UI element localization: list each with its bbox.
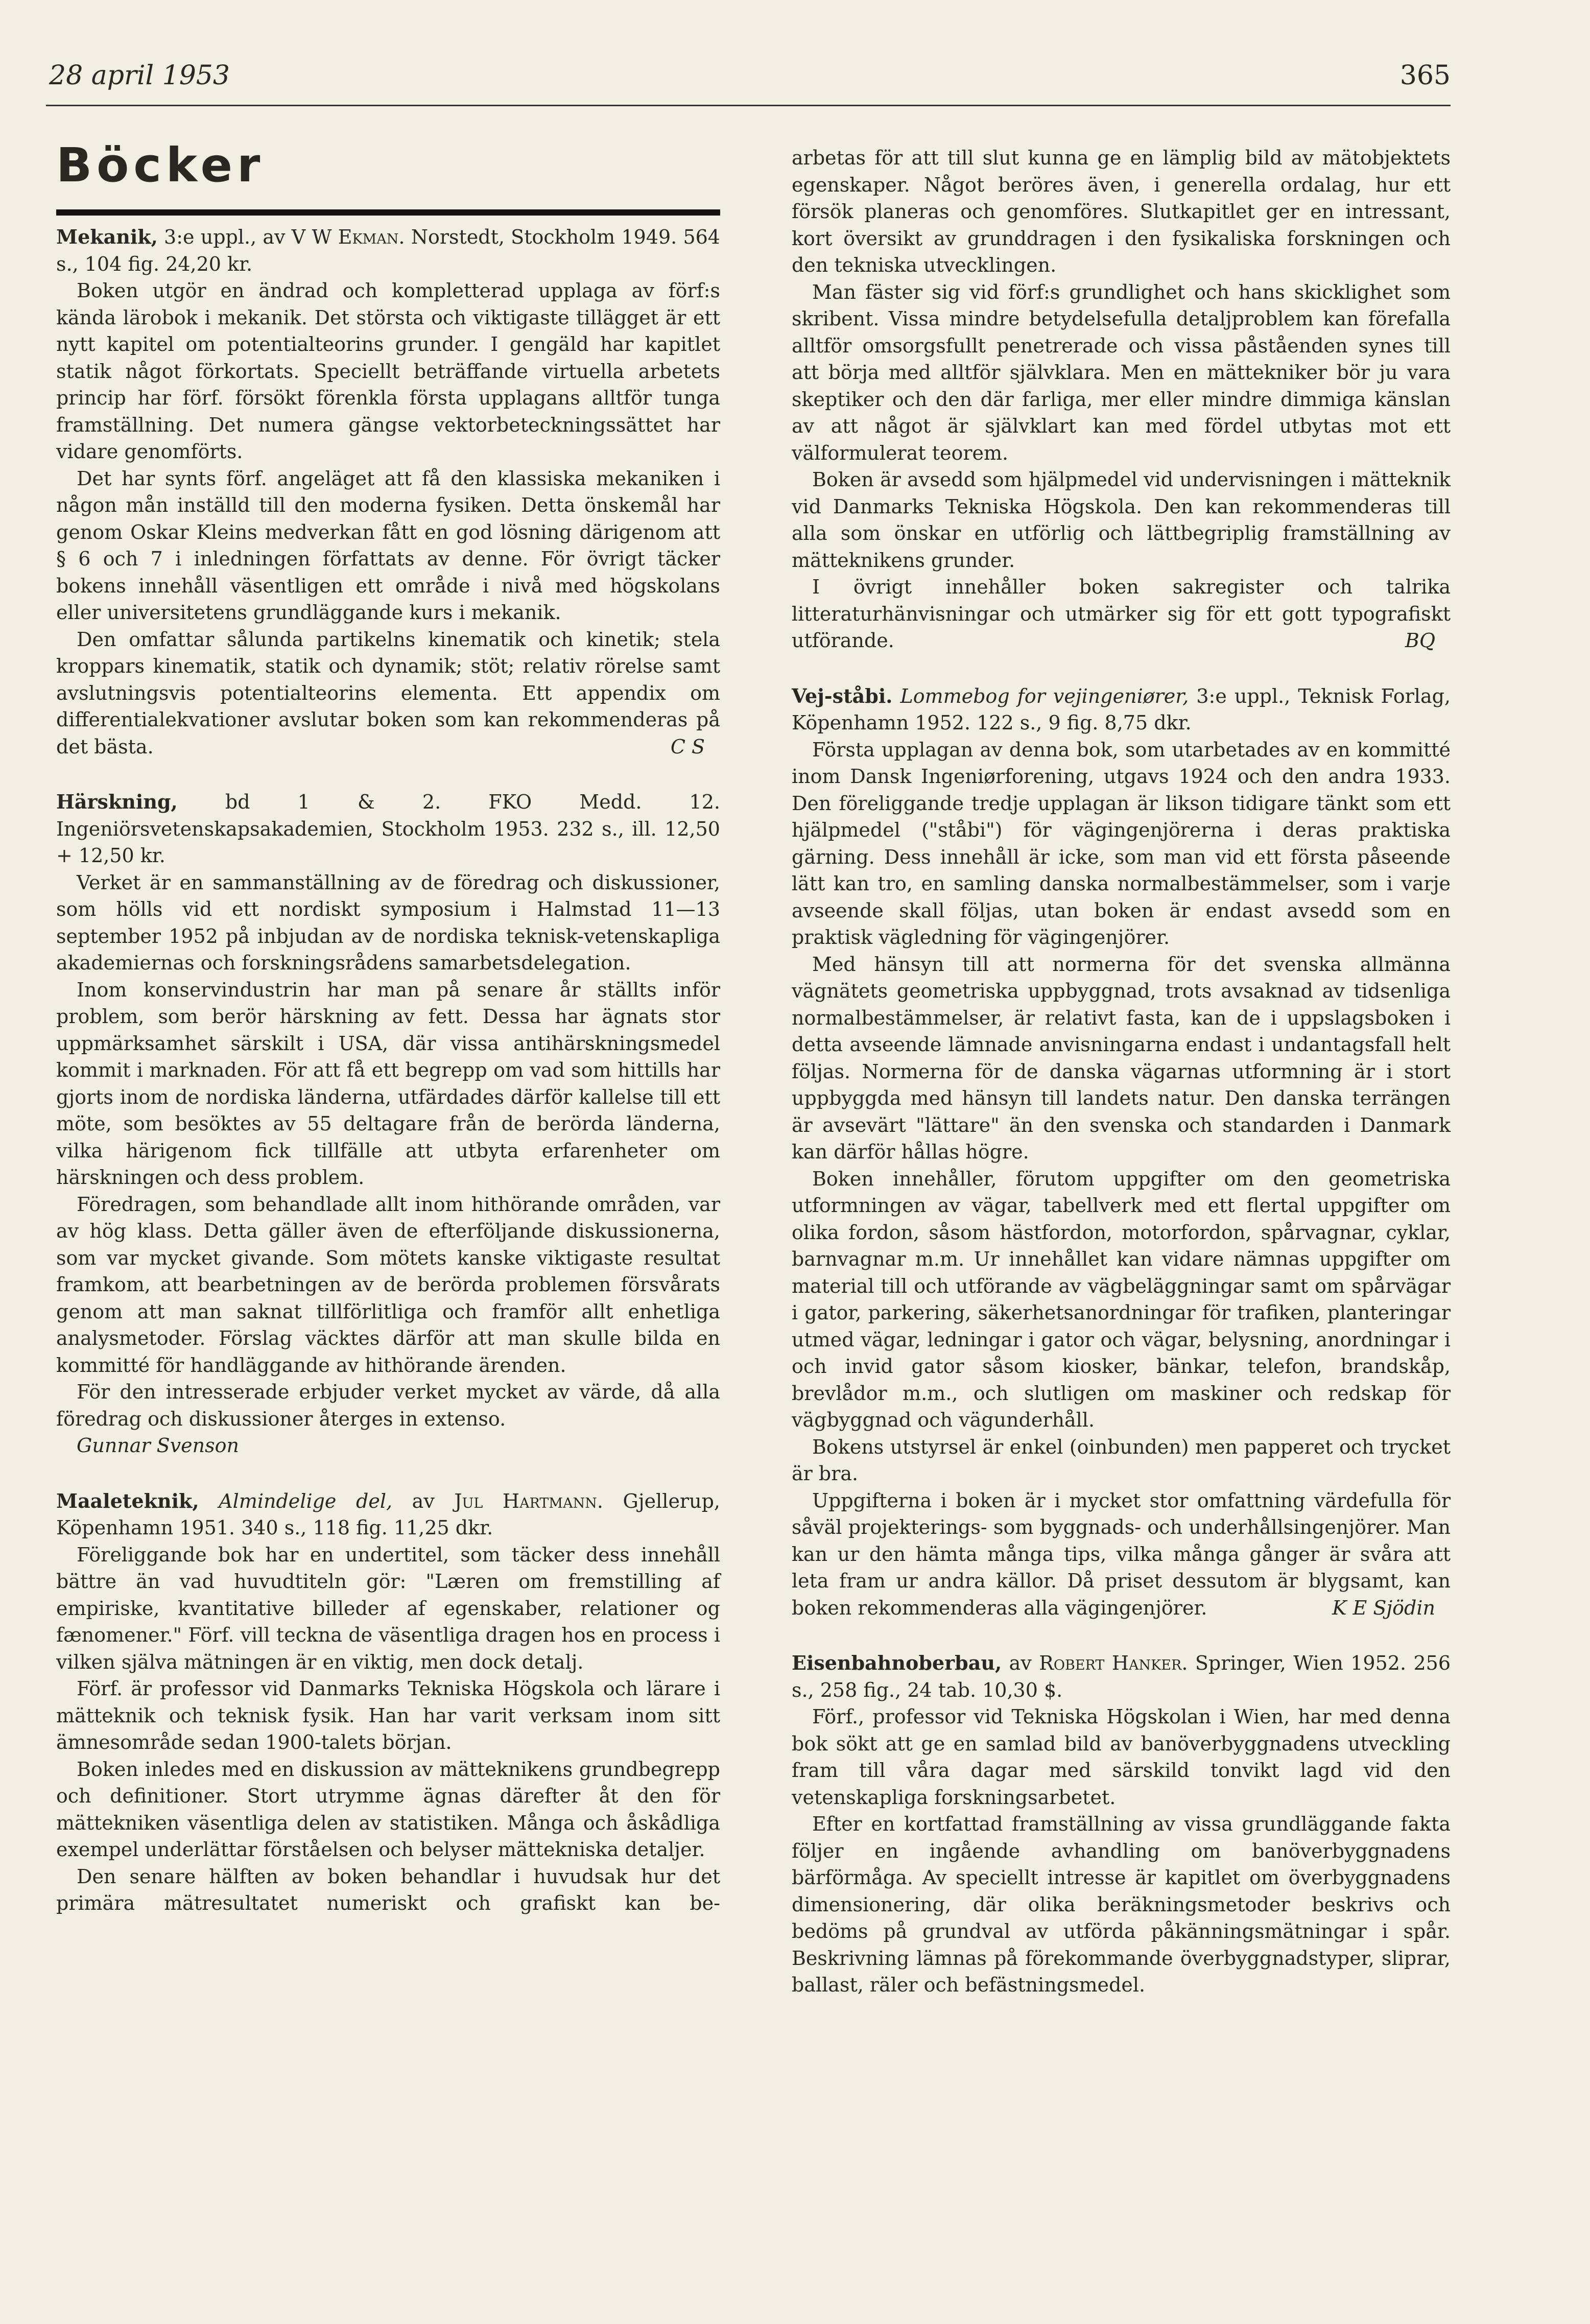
review-paragraph: Det har synts förf. angeläget att få den klassiska mekaniken i någon mån inställd till den moderna fysiken. Detta önskemål har genom Oskar Kleins medverkan fått en god lösning därigenom att § 6 och 7 i inledningen författats av denne. För övrigt täcker bokens innehåll väsentligen ett område i nivå med högskolans eller universitetens grundläggande kurs i mekanik. (56, 467, 720, 624)
review-paragraph: Boken inledes med en diskussion av mätteknikens grundbegrepp och definitioner. Stort utrymme ägnas därefter åt den för mättekniken väsentliga delen av statistiken. Många och åskådliga exempel underlättar förståelsen och belyser mättekniska detaljer. (56, 1758, 720, 1861)
review-heading-harskning (56, 789, 720, 869)
author-name: Robert Hanker (1039, 1652, 1182, 1674)
review-paragraph: Förf. är professor vid Danmarks Tekniska Högskola och lärare i mätteknik och teknisk fysik. Han har varit verksam inom sitt ämnesområde sedan 1900-talets början. (56, 1677, 720, 1753)
review-paragraph: Med hänsyn till att normerna för det svenska allmänna vägnätets geometriska uppbyggnad, trots avsaknad av tidsenliga normalbestämmelser, är relativt fasta, kan de i uppslagsboken i detta avseende lämnade anvisningarna endast i undantagsfall helt följas. Normerna för de danska vägarnas utformning är i stort uppbyggda med hänsyn till landets natur. Den danska terrängen är avsevärt "lättare" än den svenska och standarden i Danmark kan därför hållas högre. (792, 953, 1451, 1163)
review-paragraph: Föredragen, som behandlade allt inom hithörande områden, var av hög klass. Detta gäller även de efterföljande diskussionerna, som var mycket givande. Som mötets kanske viktigaste resultat framkom, att bearbetningen av de berörda problemen försvårats genom att man saknat tillförlitliga och framför allt enhetliga analysmetoder. Förslag väcktes därför att man skulle bilda en kommitté för handläggande av hithörande ärenden. (56, 1193, 720, 1377)
review-paragraph: Inom konservindustrin har man på senare år ställts inför problem, som berör härskning av fett. Dessa har ägnats stor uppmärksamhet särskilt i USA, där vissa antihärskningsmedel kommit i marknaden. För att få ett begrepp om vad som hittills har gjorts inom de nordiska länderna, utfärdades därför kallelse till ett möte, som besöktes av 55 deltagare från de berörda länderna, vilka härigenom fick tillfälle att utbyta erfarenheter om härskningen och dess problem. (56, 978, 720, 1189)
book-subtitle: Almindelige del, (219, 1489, 393, 1512)
bibliographic-info: 3:e uppl., Teknisk Forlag, Köpenhamn 1952. 122 s., 9 fig. 8,75 dkr. (792, 684, 1451, 734)
reviewer-signature: Gunnar Svenson (77, 1434, 239, 1457)
review-heading-maaleteknik (56, 1488, 720, 1542)
review-heading-eisenbahn (792, 1650, 1451, 1703)
paragraph-text: I övrigt innehåller boken sakregister och talrika litteraturhänvisningar och utmärker sig för ett gott typografiskt utförande. (792, 576, 1451, 652)
bibliographic-info: bd 1 & 2. FKO Medd. 12. Ingeniörsvetenskapsakademien, Stockholm 1953. 232 s., ill. 12,50 + 12,50 kr. (56, 791, 720, 867)
review-paragraph: Bokens utstyrsel är enkel (oinbunden) men papperet och trycket är bra. (792, 1435, 1451, 1485)
review-paragraph (56, 626, 720, 761)
book-title: Vej-ståbi. (792, 684, 893, 707)
review-heading-mekanik (56, 224, 720, 277)
entry-spacer (56, 1459, 720, 1488)
header-rule (46, 105, 1451, 106)
paragraph-text: Uppgifterna i boken är i mycket stor omfattning värdefulla för såväl projekterings- som byggnads- och underhållsingenjörer. Man kan ur den hämta många tips, vilka många gånger är svåra att leta fram ur andra källor. Då priset dessutom är blygsamt, kan boken rekommenderas alla vägingenjörer. (792, 1489, 1451, 1619)
review-paragraph: Verket är en sammanställning av de föredrag och diskussioner, som hölls vid ett nordiskt symposium i Halmstad 11—13 september 1952 på inbjudan av de nordiska teknisk-vetenskapliga akademiernas och forskningsrådens samarbetsdelegation. (56, 871, 720, 974)
book-title: Eisenbahnoberbau, (792, 1651, 1002, 1674)
review-paragraph: För den intresserade erbjuder verket mycket av värde, då alla föredrag och diskussioner återges in extenso. (56, 1381, 720, 1430)
bibliographic-info: av (1002, 1652, 1039, 1674)
review-paragraph: Den senare hälften av boken behandlar i huvudsak hur det primära mätresultatet numeriskt och grafiskt kan be- (56, 1865, 720, 1914)
author-name: Ekman (338, 226, 399, 248)
reviewer-signature: BQ (1405, 629, 1435, 652)
bibliographic-info: . Gjellerup, Köpenhamn 1951. 340 s., 118 fig. 11,25 dkr. (56, 1489, 720, 1539)
reviewer-signature: C S (670, 735, 705, 758)
book-title: Mekanik, (56, 225, 158, 248)
review-paragraph: Man fäster sig vid förf:s grundlighet och hans skicklighet som skribent. Vissa mindre betydelsefulla detaljproblem kan förefalla alltför omsorgsfullt penetrerade och vissa påståenden synes till att börja med alltför självklara. Men en mättekniker bör ju vara skeptiker och den där farliga, mer eller mindre dimmiga känslan av att något är självklart kan med fördel utbytas mot ett välformulerat teorem. (792, 280, 1451, 464)
running-header-date: 28 april 1953 (49, 60, 230, 91)
review-heading-vejstabi (792, 683, 1451, 737)
review-paragraph: Första upplagan av denna bok, som utarbetades av en kommitté inom Dansk Ingeniørforening, utgavs 1924 och den andra 1933. Den föreliggande tredje upplagan är likson tidigare tänkt som ett hjälpmedel ("ståbi") för vägingenjörerna i deras praktiska gärning. Dess innehåll är icke, som man vid ett första påseende lätt kan tro, en samling danska normalbestämmelser, som i varje avseende skall följas, utan boken är endast avsedd som en praktisk vägledning för vägingenjörer. (792, 738, 1451, 948)
review-paragraph-continued: arbetas för att till slut kunna ge en lämplig bild av mätobjektets egenskaper. Något beröres även, i generella ordalag, hur ett försök planeras och genomföres. Slutkapitlet ger en intressant, kort översikt av grunddragen i den fysikaliska forskningen och den tekniska utvecklingen. (792, 147, 1451, 276)
page-number: 365 (1399, 60, 1451, 91)
entry-spacer (792, 654, 1451, 683)
author-name: Jul Hartmann (454, 1489, 597, 1512)
book-subtitle: Lommebog for vejingeniører, (900, 684, 1189, 707)
bibliographic-info: . Springer, Wien 1952. 256 s., 258 fig., 24 tab. 10,30 $. (792, 1652, 1451, 1701)
section-title: Böcker (56, 138, 265, 193)
review-paragraph: Efter en kortfattad framställning av vissa grundläggande fakta följer en ingående avhandling om banöverbyggnadens bärförmåga. Av speciellt intresse är kapitlet om överbyggnadens dimensionering, där olika beräkningsmetoder beskrivs och bedöms på grundval av utförda påkänningsmätningar i spår. Beskrivning lämnas på förekommande överbyggnadstyper, sliprar, ballast, räler och befästningsmedel. (792, 1813, 1451, 1996)
review-paragraph: Boken innehåller, förutom uppgifter om den geometriska utformningen av vägar, tabellverk med ett flertal uppgifter om olika fordon, såsom hästfordon, motorfordon, spårvagnar, cyklar, barnvagnar m.m. Ur innehållet kan vidare nämnas uppgifter om material till och utförande av vägbeläggningar samt om spårvägar i gator, parkering, säkerhetsanordningar för trafiken, planteringar utmed vägar, ledningar i gator och vägar, belysning, anordningar i och invid gator såsom kiosker, bänkar, telefon, brandskåp, brevlådor m.m., och slutligen om maskiner och redskap för vägbyggnad och vägunderhåll. (792, 1167, 1451, 1431)
reviewer-signature: K E Sjödin (1332, 1596, 1435, 1619)
book-title: Maaleteknik, (56, 1489, 199, 1512)
entry-spacer (792, 1621, 1451, 1650)
left-column (56, 224, 720, 1917)
title-rule (56, 209, 720, 216)
right-column (792, 145, 1451, 1999)
bibliographic-info: . Norstedt, Stockholm 1949. 564 s., 104 fig. 24,20 kr. (56, 226, 720, 275)
review-paragraph: Förf., professor vid Tekniska Högskolan i Wien, har med denna bok sökt att ge en samlad bild av banöverbyggnadens utveckling fram till våra dagar med särskild tonvikt lagd vid den vetenskapliga forskningsarbetet. (792, 1705, 1451, 1809)
paragraph-text: Den omfattar sålunda partikelns kinematik och kinetik; stela kroppars kinematik, statik och dynamik; stöt; relativ rörelse samt avslutningsvis potentialteorins elementa. Ett appendix om differentialekvationer avslutar boken som kan rekommenderas på det bästa. (56, 628, 720, 758)
review-paragraph: Boken utgör en ändrad och kompletterad upplaga av förf:s kända lärobok i mekanik. Det största och viktigaste tillägget är ett nytt kapitel om potentialteorins grunder. I gengäld har kapitlet statik något förkortats. Speciellt beträffande virtuella arbetets princip har förf. försökt förenkla första upplagans alltför tunga framställning. Det numera gängse vektorbeteckningssättet har vidare genomförts. (56, 279, 720, 463)
entry-spacer (56, 760, 720, 789)
review-paragraph: Boken är avsedd som hjälpmedel vid undervisningen i mätteknik vid Danmarks Tekniska Högskola. Den kan rekommenderas till alla som önskar en utförlig och lättbegriplig framställning av mätteknikens grunder. (792, 468, 1451, 572)
bibliographic-info: 3:e uppl., av V W (157, 226, 338, 248)
bibliographic-info: av (392, 1489, 455, 1512)
review-paragraph (792, 1487, 1451, 1622)
review-paragraph (792, 574, 1451, 654)
book-title: Härskning, (56, 790, 178, 813)
review-paragraph: Föreliggande bok har en undertitel, som täcker dess innehåll bättre än vad huvudtiteln gör: "Læren om fremstilling af empiriske, kvantitative billeder af egenskaber, relationer og fænomener." Förf. vill teckna de väsentliga dragen hos en process i vilken själva mätningen är en viktig, men dock detalj. (56, 1543, 720, 1673)
